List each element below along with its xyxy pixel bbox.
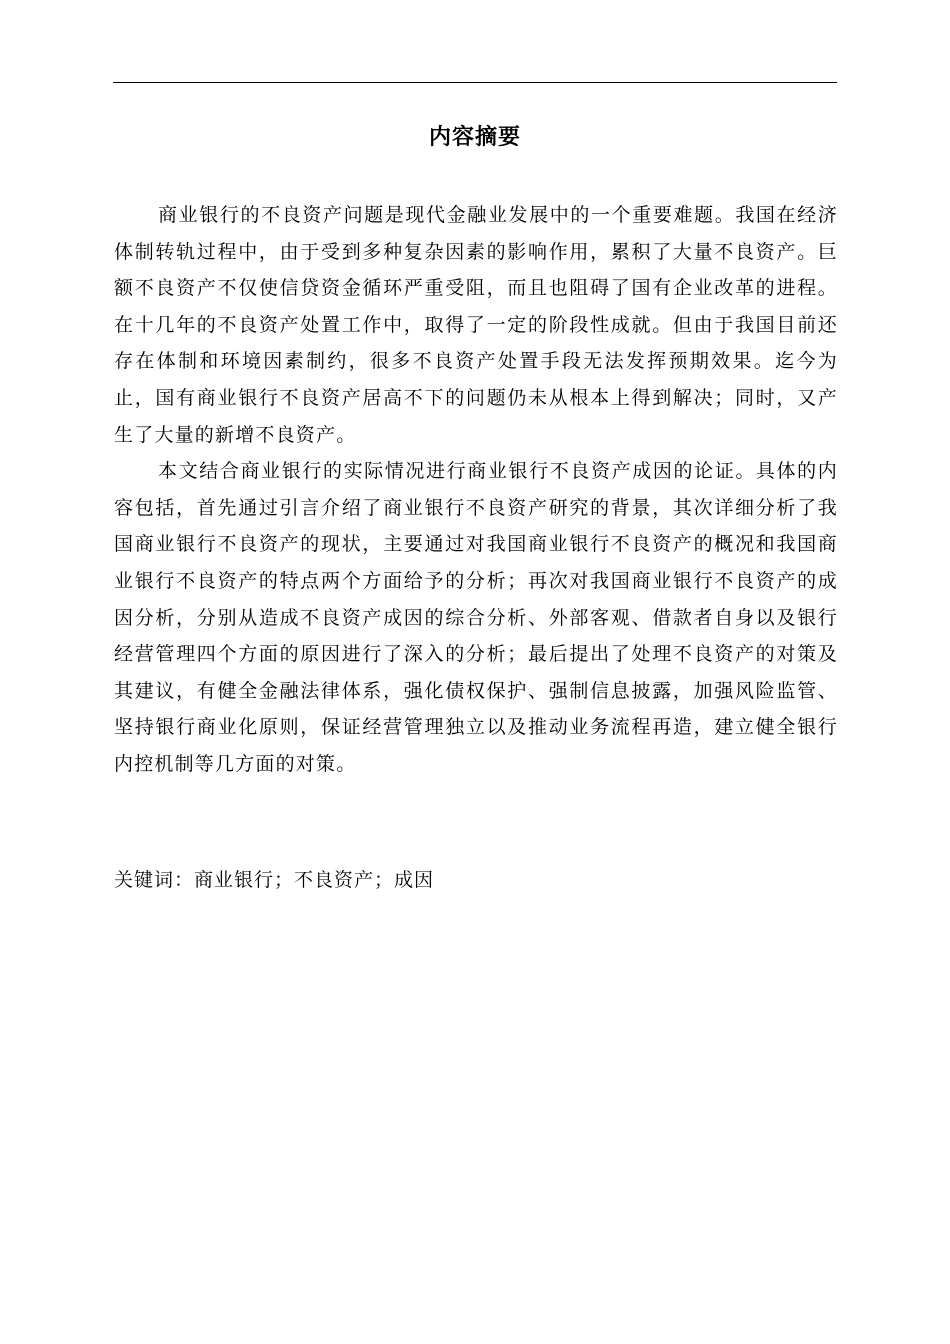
abstract-body bbox=[114, 197, 838, 783]
abstract-paragraph-2: 本文结合商业银行的实际情况进行商业银行不良资产成因的论证。具体的内容包括，首先通过引言介绍了商业银行不良资产研究的背景，其次详细分析了我国商业银行不良资产的现状，主要通过对我国商业银行不良资产的概况和我国商业银行不良资产的特点两个方面给予的分析；再次对我国商业银行不良资产的成因分析，分别从造成不良资产成因的综合分析、外部客观、借款者自身以及银行经营管理四个方面的原因进行了深入的分析；最后提出了处理不良资产的对策及其建议，有健全金融法律体系，强化债权保护、强制信息披露，加强风险监管、坚持银行商业化原则，保证经营管理独立以及推动业务流程再造，建立健全银行内控机制等几方面的对策。 bbox=[114, 460, 838, 775]
keywords-line bbox=[114, 864, 838, 896]
abstract-paragraph-1: 商业银行的不良资产问题是现代金融业发展中的一个重要难题。我国在经济体制转轨过程中，由于受到多种复杂因素的影响作用，累积了大量不良资产。巨额不良资产不仅使信贷资金循环严重受阻，而且也阻碍了国有企业改革的进程。在十几年的不良资产处置工作中，取得了一定的阶段性成就。但由于我国目前还存在体制和环境因素制约，很多不良资产处置手段无法发挥预期效果。迄今为止，国有商业银行不良资产居高不下的问题仍未从根本上得到解决；同时，又产生了大量的新增不良资产。 bbox=[114, 204, 838, 446]
abstract-title: 内容摘要 bbox=[428, 125, 521, 150]
keywords-value: 商业银行；不良资产；成因 bbox=[194, 869, 435, 891]
keywords-label: 关键词： bbox=[114, 869, 195, 891]
header-rule bbox=[113, 82, 837, 83]
